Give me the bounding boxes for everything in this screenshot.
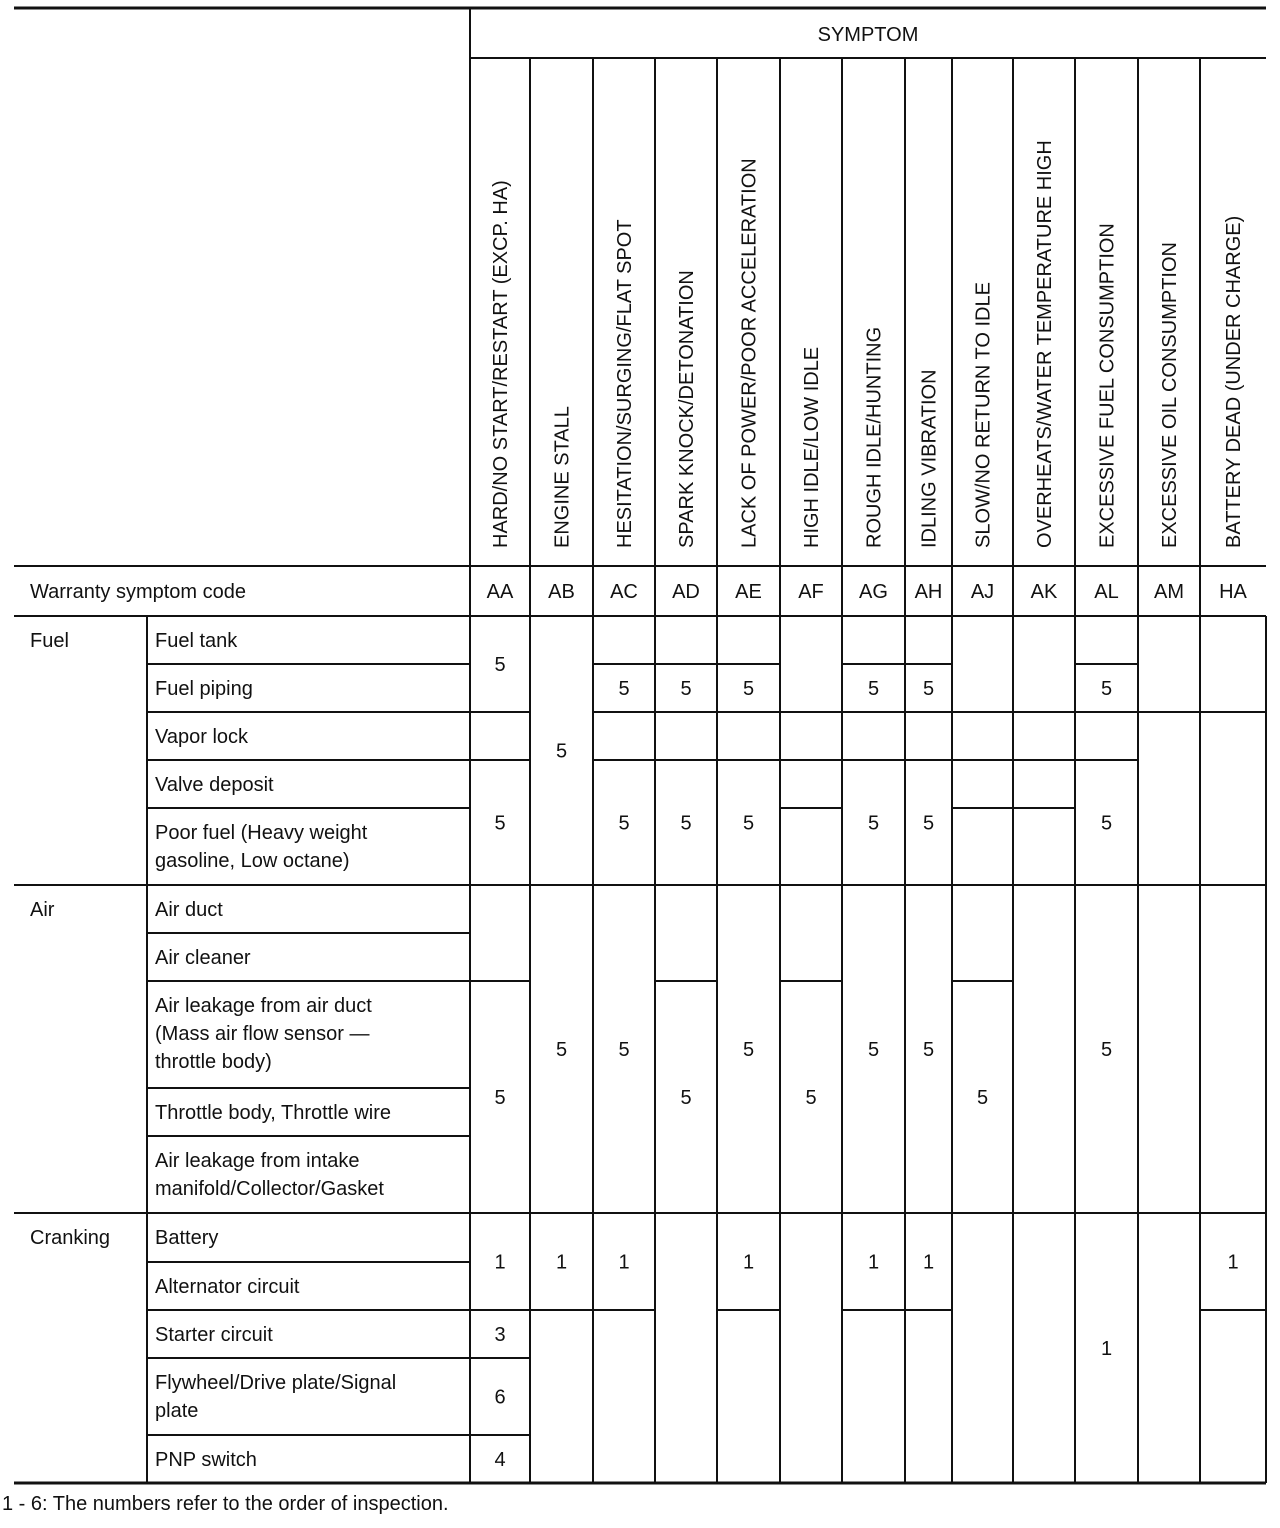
inspection-order-value: 5	[922, 1039, 935, 1061]
symptom-code: HA	[1219, 581, 1247, 603]
symptom-code: AK	[1030, 581, 1058, 603]
item-label: Flywheel/Drive plate/Signal	[155, 1372, 397, 1394]
symptom-column-label: OVERHEATS/WATER TEMPERATURE HIGH	[1034, 140, 1056, 548]
inspection-order-value: 5	[742, 678, 755, 700]
item-label: Air leakage from intake	[155, 1150, 360, 1172]
symptom-code: AA	[486, 581, 514, 603]
inspection-order-value: 1	[867, 1251, 880, 1274]
item-label: Throttle body, Throttle wire	[155, 1102, 392, 1124]
inspection-order-value: 5	[494, 812, 506, 835]
inspection-order-value: 5	[867, 1039, 880, 1061]
inspection-order-value: 5	[976, 1087, 989, 1109]
symptom-code: AE	[735, 581, 762, 603]
inspection-order-value: 5	[1100, 812, 1113, 835]
footnote: 1 - 6: The numbers refer to the order of inspection.	[2, 1493, 449, 1515]
symptom-column-label: EXCESSIVE FUEL CONSUMPTION	[1096, 223, 1119, 548]
inspection-order-value: 5	[494, 1087, 506, 1109]
inspection-order-value: 5	[555, 740, 568, 763]
inspection-order-value: 5	[618, 678, 630, 700]
symptom-column-label: LACK OF POWER/POOR ACCELERATION	[738, 158, 761, 548]
inspection-order-value: 1	[1100, 1338, 1113, 1360]
inspection-order-value: 3	[494, 1324, 506, 1346]
category-label: Cranking	[30, 1227, 111, 1249]
symptom-column-label: BATTERY DEAD (UNDER CHARGE)	[1223, 215, 1245, 548]
item-label: Air duct	[155, 899, 223, 921]
symptom-code: AC	[610, 581, 638, 603]
inspection-order-value: 1	[494, 1251, 506, 1274]
item-label: throttle body)	[155, 1051, 272, 1073]
inspection-order-value: 1	[922, 1251, 935, 1274]
inspection-order-value: 5	[742, 1039, 755, 1061]
inspection-order-value: 5	[618, 1039, 630, 1061]
symptom-column-label: IDLING VIBRATION	[918, 369, 941, 548]
symptom-code: AD	[672, 581, 700, 603]
category-label: Air	[30, 899, 55, 921]
inspection-order-value: 1	[618, 1251, 630, 1274]
symptom-column-label: SPARK KNOCK/DETONATION	[676, 270, 698, 548]
inspection-order-value: 5	[680, 812, 692, 835]
item-label: Vapor lock	[155, 726, 249, 748]
item-label: Starter circuit	[155, 1324, 273, 1346]
symptom-column-label: HARD/NO START/RESTART (EXCP. HA)	[490, 180, 512, 548]
item-label: Poor fuel (Heavy weight	[155, 822, 368, 844]
symptom-column-label: HIGH IDLE/LOW IDLE	[801, 346, 823, 548]
symptom-code: AM	[1154, 581, 1184, 603]
inspection-order-value: 5	[1100, 1039, 1113, 1061]
category-label: Fuel	[30, 630, 69, 652]
inspection-order-value: 4	[494, 1449, 506, 1471]
symptom-column-label: HESITATION/SURGING/FLAT SPOT	[614, 219, 636, 548]
inspection-order-value: 5	[742, 812, 755, 835]
symptom-group-label: SYMPTOM	[817, 24, 919, 46]
inspection-order-value: 5	[555, 1039, 568, 1061]
inspection-order-value: 1	[555, 1251, 568, 1274]
inspection-order-value: 5	[867, 812, 880, 835]
inspection-order-value: 5	[922, 678, 935, 700]
item-label: Air cleaner	[155, 947, 251, 969]
inspection-order-value: 1	[1227, 1251, 1239, 1274]
item-label: PNP switch	[155, 1449, 257, 1471]
inspection-order-value: 5	[680, 678, 692, 700]
inspection-order-value: 5	[922, 812, 935, 835]
warranty-code-label: Warranty symptom code	[30, 581, 246, 603]
item-label: Fuel piping	[155, 678, 253, 700]
inspection-order-value: 5	[867, 678, 880, 700]
inspection-order-value: 6	[494, 1386, 506, 1409]
inspection-order-value: 5	[805, 1087, 817, 1109]
inspection-order-value: 5	[618, 812, 630, 835]
item-label: Battery	[155, 1227, 219, 1249]
item-label: Fuel tank	[155, 630, 238, 652]
symptom-code: AB	[548, 581, 575, 603]
inspection-order-value: 5	[494, 654, 506, 676]
inspection-order-value: 1	[742, 1251, 755, 1274]
symptom-code: AF	[798, 581, 824, 603]
item-label: Alternator circuit	[155, 1276, 300, 1298]
item-label: manifold/Collector/Gasket	[155, 1178, 384, 1200]
item-label: gasoline, Low octane)	[155, 850, 350, 872]
inspection-order-value: 5	[1100, 678, 1113, 700]
symptom-column-label: EXCESSIVE OIL CONSUMPTION	[1159, 242, 1181, 548]
symptom-column-label: ROUGH IDLE/HUNTING	[863, 326, 886, 548]
symptom-column-label: ENGINE STALL	[551, 406, 574, 548]
symptom-code: AH	[914, 581, 943, 603]
symptom-code: AG	[859, 581, 888, 603]
item-label: plate	[155, 1400, 199, 1422]
symptom-code: AL	[1094, 581, 1119, 603]
item-label: Valve deposit	[155, 774, 274, 796]
inspection-order-value: 5	[680, 1087, 692, 1109]
item-label: (Mass air flow sensor —	[155, 1023, 370, 1045]
item-label: Air leakage from air duct	[155, 995, 372, 1017]
symptom-code: AJ	[970, 581, 995, 603]
symptom-column-label: SLOW/NO RETURN TO IDLE	[972, 282, 995, 548]
